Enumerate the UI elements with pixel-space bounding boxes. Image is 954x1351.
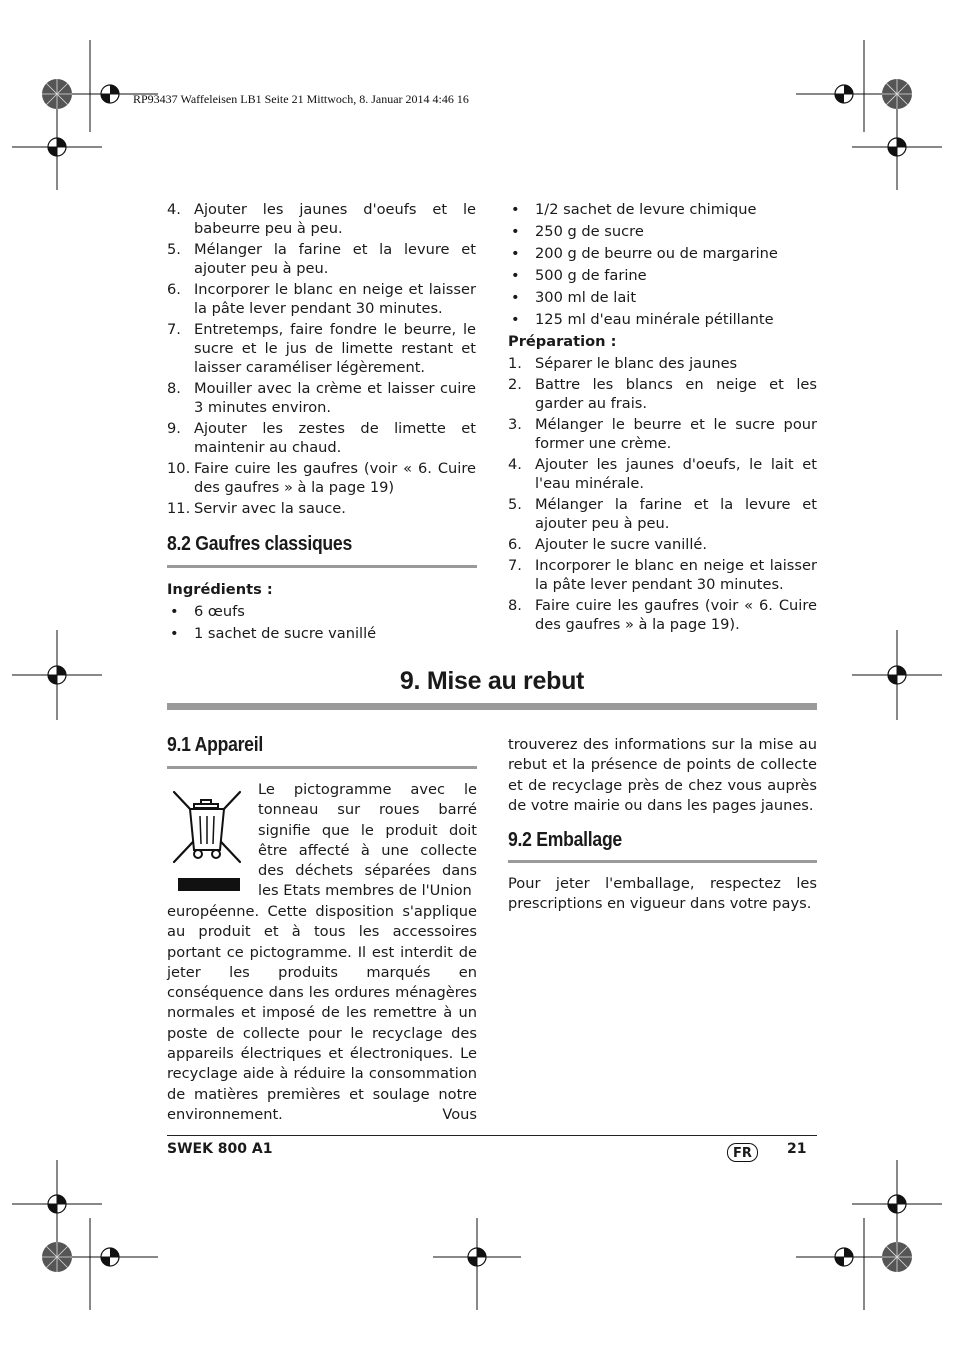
list-item: • 6 œufs [167,602,476,621]
disposal-paragraph-part-c: trouverez des informations sur la mise au rebut et la présence de points de collecte et de recyclage près de chez vous auprès de votre mairie ou dans les pages jaunes. [508,736,817,814]
section-9-2-title: 9.2 Emballage [508,829,622,851]
list-item: 2. Battre les blancs en neige et les garder au frais. [508,376,817,412]
list-item: • 1/2 sachet de levure chimique [508,200,817,219]
list-item: 3. Mélanger le beurre et le sucre pour former une crème. [508,416,817,452]
ingredients-label: Ingrédients : [167,581,273,598]
page-number: 21 [787,1141,807,1157]
list-item: • 300 ml de lait [508,288,817,307]
previous-recipe-steps [167,200,476,518]
list-item: 7. Incorporer le blanc en neige et laisser la pâte lever pendant 30 minutes. [508,557,817,593]
section-9-2-rule [508,860,817,863]
ingredients-list-left [167,602,476,643]
list-item: 5. Mélanger la farine et la levure et ajouter peu à peu. [508,496,817,532]
footer-rule [167,1135,817,1136]
section-8-2-ingredients-left [167,578,476,646]
language-badge: FR [727,1143,758,1162]
preparation-steps [508,354,817,634]
right-recipe-column [508,200,817,636]
section-9-title: 9. Mise au rebut [399,667,585,695]
list-item: • 250 g de sucre [508,222,817,241]
section-9-1-rule [167,766,477,769]
list-item: • 500 g de farine [508,266,817,285]
list-item: 6. Ajouter le sucre vanillé. [508,536,708,553]
list-item: 5. Mélanger la farine et la levure et ajouter peu à peu. [167,241,476,277]
packaging-paragraph: Pour jeter l'emballage, respectez les prescriptions en vigueur dans votre pays. [508,875,817,913]
disposal-paragraph-part-b: européenne. Cette disposition s'applique au produit et à tous les accessoires portant ce pictogramme. Il est interdit de jeter les produits marqués en conséquence dans les ordures ménagères normales et imposé de les remettre à un poste de collecte pour le recyclage des appareils électriques et électroniques. Le recyclage aide à réduire la consommation de matières premières et soulage notre environnement. Vous [167,903,477,1123]
list-item: 1. Séparer le blanc des jaunes [508,355,738,372]
crossed-out-bin-icon [170,788,244,894]
section-9-1-title: 9.1 Appareil [167,734,263,756]
preparation-label: Préparation : [508,333,617,350]
list-item: 7. Entretemps, faire fondre le beurre, le sucre et le jus de limette restant et laisser caraméliser légèrement. [167,321,476,376]
list-item: 6. Incorporer le blanc en neige et laisser la pâte lever pendant 30 minutes. [167,281,476,317]
list-item: • 1 sachet de sucre vanillé [167,624,476,643]
list-item: 9. Ajouter les zestes de limette et maintenir au chaud. [167,420,476,456]
list-item: 4. Ajouter les jaunes d'oeufs et le babeurre peu à peu. [167,201,476,237]
section-8-2-rule [167,565,477,568]
section-9-rule [167,703,817,710]
list-item: • 125 ml d'eau minérale pétillante [508,310,817,329]
ingredients-list-right [508,200,817,329]
list-item: 10. Faire cuire les gaufres (voir « 6. Cuire des gaufres » à la page 19) [167,460,476,496]
disposal-paragraph-part-a: Le pictogramme avec le tonneau sur roues barré signifie que le produit doit être affecté à une collecte des déchets séparées dans les Etats membres de l'Union [258,781,477,900]
list-item: 11. Servir avec la sauce. [167,500,346,517]
left-steps-column [167,200,476,520]
model-number: SWEK 800 A1 [167,1141,273,1157]
list-item: 8. Faire cuire les gaufres (voir « 6. Cuire des gaufres » à la page 19). [508,597,817,633]
section-8-2-title: 8.2 Gaufres classiques [167,533,352,555]
list-item: • 200 g de beurre ou de margarine [508,244,817,263]
list-item: 8. Mouiller avec la crème et laisser cuire 3 minutes environ. [167,380,476,416]
print-info: RP93437 Waffeleisen LB1 Seite 21 Mittwoch, 8. Januar 2014 4:46 16 [133,92,469,106]
list-item: 4. Ajouter les jaunes d'oeufs, le lait et l'eau minérale. [508,456,817,492]
